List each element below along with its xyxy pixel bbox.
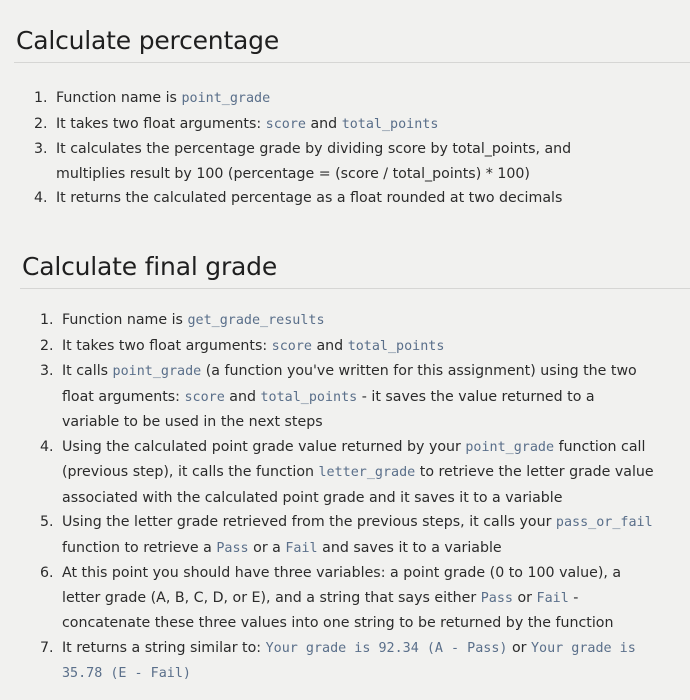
list-item (40, 308, 655, 334)
list-item (40, 561, 655, 636)
list-text: function to retrieve a (62, 539, 217, 556)
list-item (34, 112, 644, 138)
list-text: It takes two float arguments: (62, 337, 272, 354)
inline-code: score (265, 116, 306, 132)
inline-code: point_grade (112, 364, 202, 379)
list-text: Function name is (62, 312, 188, 328)
inline-code: Pass (216, 540, 249, 556)
list-number: 3. (40, 363, 54, 379)
list-item (34, 186, 644, 211)
list-text: It takes two float arguments: (56, 115, 266, 132)
list-number: 4. (34, 190, 48, 206)
list-text: and (311, 337, 348, 354)
final-grade-steps-list (40, 308, 655, 687)
percentage-steps-list (34, 86, 644, 211)
inline-code: total_points (341, 116, 439, 132)
inline-code: Pass (480, 590, 513, 606)
section-divider (14, 62, 690, 63)
list-item (40, 636, 655, 687)
inline-code: Fail (536, 590, 569, 606)
list-text: (a function you've written for this assignment) using the two float arguments: (62, 363, 637, 405)
section-divider (20, 288, 690, 289)
list-item (40, 359, 655, 435)
list-text: or a (248, 539, 286, 556)
inline-code: total_points (347, 338, 445, 354)
list-text: It returns the calculated percentage as a float rounded at two decimals (56, 190, 563, 206)
list-text: to retrieve the letter grade value associated with the calculated point grade and it saves it to a variable (62, 464, 654, 506)
list-item (40, 435, 655, 511)
list-number: 2. (34, 115, 48, 132)
list-text: - concatenate these three values into one string to be returned by the function (62, 589, 614, 631)
list-text: Using the calculated point grade value returned by your (62, 438, 466, 455)
inline-code: score (184, 389, 225, 405)
inline-code: Your grade is 92.34 (A - Pass) (265, 640, 508, 656)
list-number: 7. (40, 639, 54, 656)
inline-code: total_points (260, 389, 358, 405)
list-text: It calculates the percentage grade by dividing score by total_points, and multiplies result by 100 (percentage = (score / total_points) * 100) (56, 141, 572, 182)
list-text: - it saves the value returned to a variable to be used in the next steps (62, 388, 595, 430)
inline-code: point_grade (465, 439, 555, 455)
list-number: 1. (40, 312, 54, 328)
list-text: and saves it to a variable (317, 539, 502, 556)
list-number: 4. (40, 438, 54, 455)
list-number: 5. (40, 514, 54, 530)
inline-code: point_grade (181, 91, 271, 106)
list-text: Using the letter grade retrieved from the previous steps, it calls your (62, 514, 556, 530)
list-text: or (507, 639, 531, 656)
list-text: It returns a string similar to: (62, 639, 266, 656)
list-item (40, 334, 655, 360)
list-text: At this point you should have three variables: a point grade (0 to 100 value), a letter grade (A, B, C, D, or E), and a string that says either (62, 565, 622, 606)
list-number: 6. (40, 565, 54, 581)
list-text: or (512, 589, 537, 606)
list-item (34, 86, 644, 112)
list-number: 1. (34, 90, 48, 106)
list-item (40, 510, 655, 561)
list-item (34, 137, 644, 186)
inline-code: get_grade_results (187, 313, 325, 328)
section-title-calculate-percentage: Calculate percentage (16, 26, 280, 55)
list-number: 2. (40, 337, 54, 354)
inline-code: score (271, 338, 312, 354)
inline-code: pass_or_fail (555, 515, 653, 530)
list-text: and (305, 115, 342, 132)
section-title-calculate-final-grade: Calculate final grade (22, 252, 278, 281)
list-text: function call (previous step), it calls the function (62, 438, 646, 480)
list-text: and (224, 388, 261, 405)
list-text: Function name is (56, 90, 182, 106)
inline-code: Fail (285, 540, 318, 556)
inline-code: letter_grade (318, 465, 416, 480)
inline-code: Your grade is 35.78 (E - Fail) (62, 640, 636, 681)
list-text: It calls (62, 363, 113, 379)
list-number: 3. (34, 141, 48, 157)
